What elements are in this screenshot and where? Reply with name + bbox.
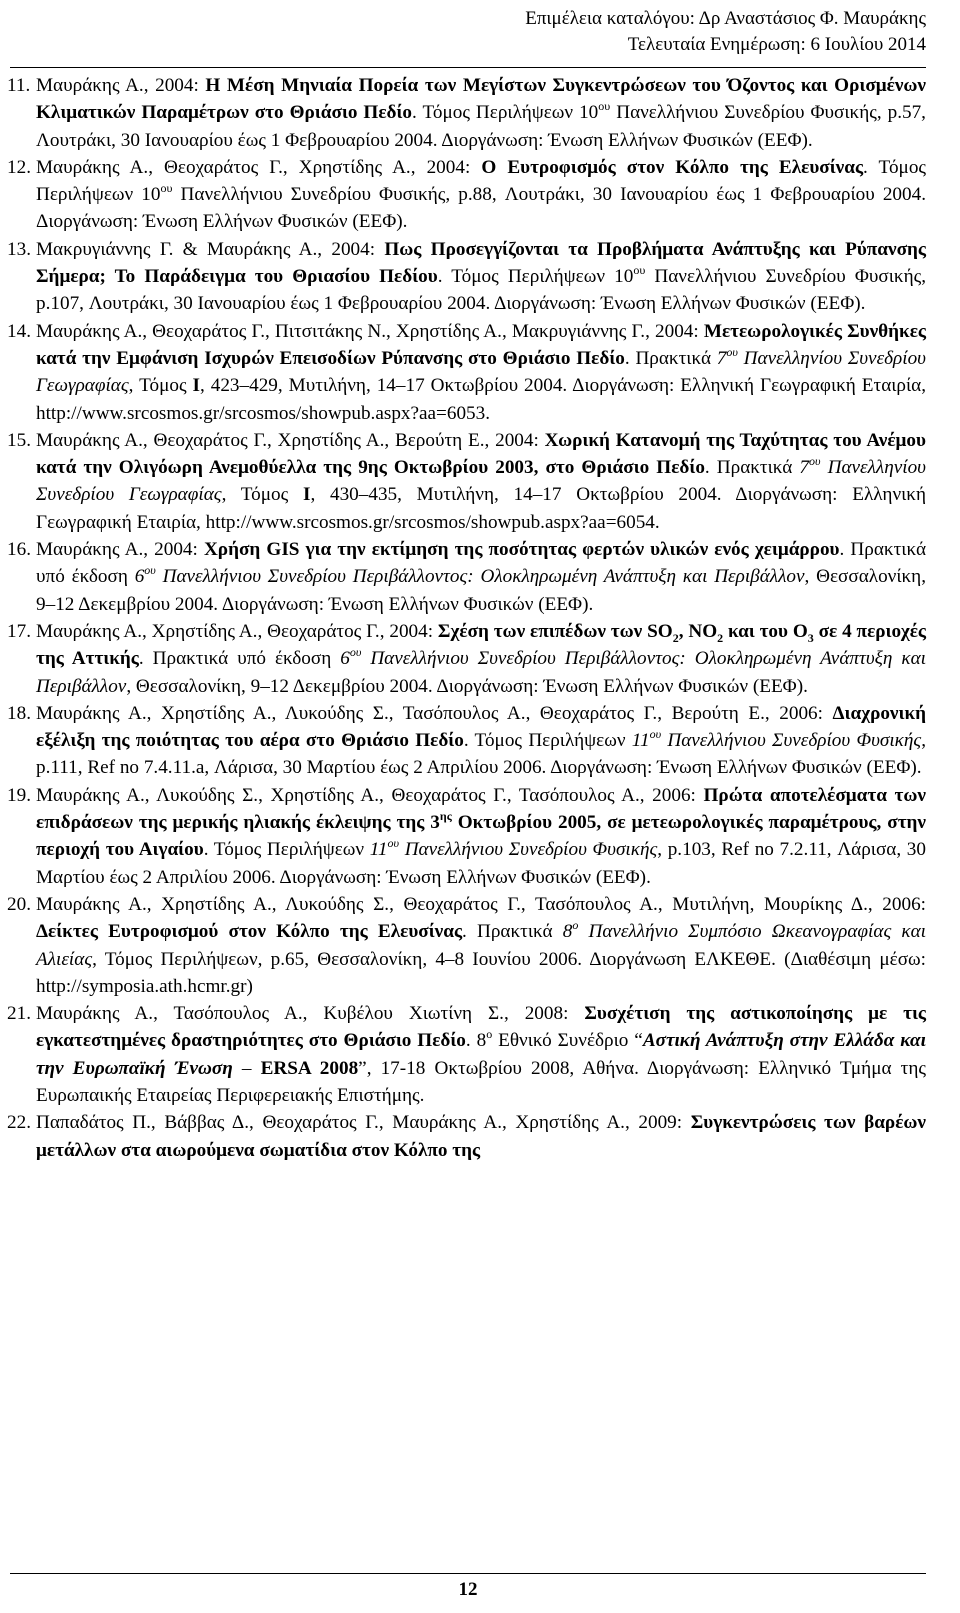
reference-text: Παπαδάτος Π., Βάββας Δ., Θεοχαράτος Γ., Μαυράκης Α., Χρηστίδης Α., 2009: Συγκεντρώσεις των βαρέων μετάλλων στα αιωρούμενα σωματίδια στον Κόλπο της bbox=[36, 1112, 926, 1161]
reference-text: Μαυράκης Α., 2004: Η Μέση Μηνιαία Πορεία των Μεγίστων Συγκεντρώσεων του Όζοντος και Ορισμένων Κλιματικών Παραμέτρων στο Θριάσιο Πεδίο. Τόμος Περιλήψεων $10^{o\upsilon}$ Πανελλήνιου Συνεδρίου Φυσικής, p.57, Λουτράκι, 30 Ιανουαρίου έως 1 Φεβρουαρίου 2004. Διοργάνωση: Ένωση Ελλήνων Φυσικών (ΕΕΦ). bbox=[36, 75, 926, 151]
reference-number: 18. bbox=[7, 702, 31, 724]
reference-number: 15. bbox=[7, 429, 31, 451]
reference-item bbox=[8, 782, 926, 891]
reference-text: Μαυράκης Α., Χρηστίδης Α., Λυκούδης Σ., Τασόπουλος Α., Θεοχαράτος Γ., Βερούτη Ε., 2006: Διαχρονική εξέλιξη της ποιότητας του αέρα στο Θριάσιο Πεδίο. Τόμος Περιλήψεων $11^{o\upsilon}$ Πανελλήνιου Συνεδρίου Φυσικής, p.111, Ref no 7.4.11.a, Λάρισα, 30 Μαρτίου έως 2 Απριλίου 2006. Διοργάνωση: Ένωση Ελλήνων Φυσικών (ΕΕΦ). bbox=[36, 702, 926, 779]
page-number: 12 bbox=[458, 1579, 478, 1600]
reference-text: Μαυράκης Α., Λυκούδης Σ., Χρηστίδης Α., Θεοχαράτος Γ., Τασόπουλος Α., 2006: Πρώτα αποτελέσματα των επιδράσεων της μερικής ηλιακής έκλειψης της $3^{\eta\varsigma}$ Οκτωβρίου 2005, σε μετεωρολογικές παραμέτρους, στην περιοχή του Αιγαίου. Τόμος Περιλήψεων $11^{o\upsilon}$ Πανελλήνιου Συνεδρίου Φυσικής, p.103, Ref no 7.2.11, Λάρισα, 30 Μαρτίου έως 2 Απριλίου 2006. Διοργάνωση: Ένωση Ελλήνων Φυσικών (ΕΕΦ). bbox=[36, 784, 927, 888]
reference-text: Μαυράκης Α., 2004: Χρήση GIS για την εκτίμηση της ποσότητας φερτών υλικών ενός χειμάρρου. Πρακτικά υπό έκδοση $6^{o\upsilon}$ Πανελλήνιου Συνεδρίου Περιβάλλοντος: Ολοκληρωμένη Ανάπτυξη και Περιβάλλον, Θεσσαλονίκη, 9–12 Δεκεμβρίου 2004. Διοργάνωση: Ένωση Ελλήνων Φυσικών (ΕΕΦ). bbox=[36, 539, 926, 615]
page-header bbox=[0, 6, 926, 58]
header-updated-line: Τελευταία Ενημέρωση: 6 Ιουλίου 2014 bbox=[627, 34, 926, 55]
reference-text: Μακρυγιάννης Γ. & Μαυράκης Α., 2004: Πως Προσεγγίζονται τα Προβλήματα Ανάπτυξης και Ρύπανσης Σήμερα; Το Παράδειγμα του Θριασίου Πεδίου. Τόμος Περιλήψεων $10^{o\upsilon}$ Πανελλήνιου Συνεδρίου Φυσικής, p.107, Λουτράκι, 30 Ιανουαρίου έως 1 Φεβρουαρίου 2004. Διοργάνωση: Ένωση Ελλήνων Φυσικών (ΕΕΦ). bbox=[36, 238, 926, 315]
reference-text: Μαυράκης Α., Χρηστίδης Α., Λυκούδης Σ., Θεοχαράτος Γ., Τασόπουλος Α., Μυτιλήνη, Μουρίκης Δ., 2006: Δείκτες Ευτροφισμού στον Κόλπο της Ελευσίνας. Πρακτικά $8^o$ Πανελλήνιο Συμπόσιο Ωκεανογραφίας και Αλιείας, Τόμος Περιλήψεων, p.65, Θεσσαλονίκη, 4–8 Ιουνίου 2006. Διοργάνωση ΕΛΚΕΘΕ. (Διαθέσιμη μέσω: http://symposia.ath.hcmr.gr) bbox=[36, 893, 926, 997]
reference-item bbox=[8, 618, 926, 700]
reference-item bbox=[8, 1000, 926, 1109]
reference-text: Μαυράκης Α., Θεοχαράτος Γ., Χρηστίδης Α., 2004: Ο Ευτροφισμός στον Κόλπο της Ελευσίνας. Τόμος Περιλήψεων $10^{o\upsilon}$ Πανελλήνιου Συνεδρίου Φυσικής, p.88, Λουτράκι, 30 Ιανουαρίου έως 1 Φεβρουαρίου 2004. Διοργάνωση: Ένωση Ελλήνων Φυσικών (ΕΕΦ). bbox=[36, 156, 927, 233]
reference-number: 17. bbox=[7, 620, 31, 642]
reference-number: 11. bbox=[7, 75, 31, 96]
reference-list bbox=[8, 72, 926, 1164]
reference-number: 21. bbox=[7, 1003, 31, 1025]
reference-text: Μαυράκης Α., Χρηστίδης Α., Θεοχαράτος Γ., 2004: Σχέση των επιπέδων των $SO_2$, $NO_2$ και του $O_3$ σε 4 περιοχές της Αττικής. Πρακτικά υπό έκδοση $6^{o\upsilon}$ Πανελλήνιου Συνεδρίου Περιβάλλοντος: Ολοκληρωμένη Ανάπτυξη και Περιβάλλον, Θεσσαλονίκη, 9–12 Δεκεμβρίου 2004. Διοργάνωση: Ένωση Ελλήνων Φυσικών (ΕΕΦ). bbox=[36, 620, 926, 697]
reference-item bbox=[8, 700, 926, 782]
reference-number: 22. bbox=[7, 1112, 31, 1134]
reference-number: 19. bbox=[7, 784, 31, 806]
reference-number: 12. bbox=[7, 156, 31, 178]
reference-item bbox=[8, 536, 926, 618]
reference-number: 14. bbox=[7, 320, 31, 342]
reference-item bbox=[8, 236, 926, 318]
header-divider bbox=[10, 67, 926, 68]
reference-number: 16. bbox=[7, 539, 31, 561]
header-editor-line: Επιμέλεια καταλόγου: Δρ Αναστάσιος Φ. Μαυράκης bbox=[525, 8, 926, 29]
reference-text: Μαυράκης Α., Θεοχαράτος Γ., Χρηστίδης Α., Βερούτη Ε., 2004: Χωρική Κατανομή της Ταχύτητας του Ανέμου κατά την Ολιγόωρη Ανεμοθύελλα της 9ης Οκτωβρίου 2003, στο Θριάσιο Πεδίο. Πρακτικά $7^{o\upsilon}$ Πανελληνίου Συνεδρίου Γεωγραφίας, Τόμος Ι, 430–435, Μυτιλήνη, 14–17 Οκτωβρίου 2004. Διοργάνωση: Ελληνική Γεωγραφική Εταιρία, http://www.srcosmos.gr/srcosmos/showpub.aspx?aa=6054. bbox=[36, 429, 926, 533]
reference-item bbox=[8, 72, 926, 154]
reference-item bbox=[8, 154, 926, 236]
reference-number: 20. bbox=[7, 893, 31, 915]
reference-item bbox=[8, 318, 926, 427]
reference-text: Μαυράκης Α., Θεοχαράτος Γ., Πιτσιτάκης Ν., Χρηστίδης Α., Μακρυγιάννης Γ., 2004: Μετεωρολογικές Συνθήκες κατά την Εμφάνιση Ισχυρών Επεισοδίων Ρύπανσης στο Θριάσιο Πεδίο. Πρακτικά $7^{o\upsilon}$ Πανελληνίου Συνεδρίου Γεωγραφίας, Τόμος Ι, 423–429, Μυτιλήνη, 14–17 Οκτωβρίου 2004. Διοργάνωση: Ελληνική Γεωγραφική Εταιρία, http://www.srcosmos.gr/srcosmos/showpub.aspx?aa=6053. bbox=[36, 320, 927, 424]
reference-number: 13. bbox=[7, 238, 31, 260]
reference-item bbox=[8, 891, 926, 1000]
footer-divider bbox=[10, 1573, 926, 1574]
reference-item bbox=[8, 427, 926, 536]
reference-item bbox=[8, 1109, 926, 1164]
reference-text: Μαυράκης Α., Τασόπουλος Α., Κυβέλου Χιωτίνη Σ., 2008: Συσχέτιση της αστικοποίησης με τις εγκατεστημένες δραστηριότητες στο Θριάσιο Πεδίο. $8^o$ Εθνικό Συνέδριο “Αστική Ανάπτυξη στην Ελλάδα και την Ευρωπαϊκή Ένωση – ERSA 2008”, 17-18 Οκτωβρίου 2008, Αθήνα. Διοργάνωση: Ελληνικό Τμήμα της Ευρωπαικής Εταιρείας Περιφερειακής Επιστήμης. bbox=[36, 1003, 926, 1106]
